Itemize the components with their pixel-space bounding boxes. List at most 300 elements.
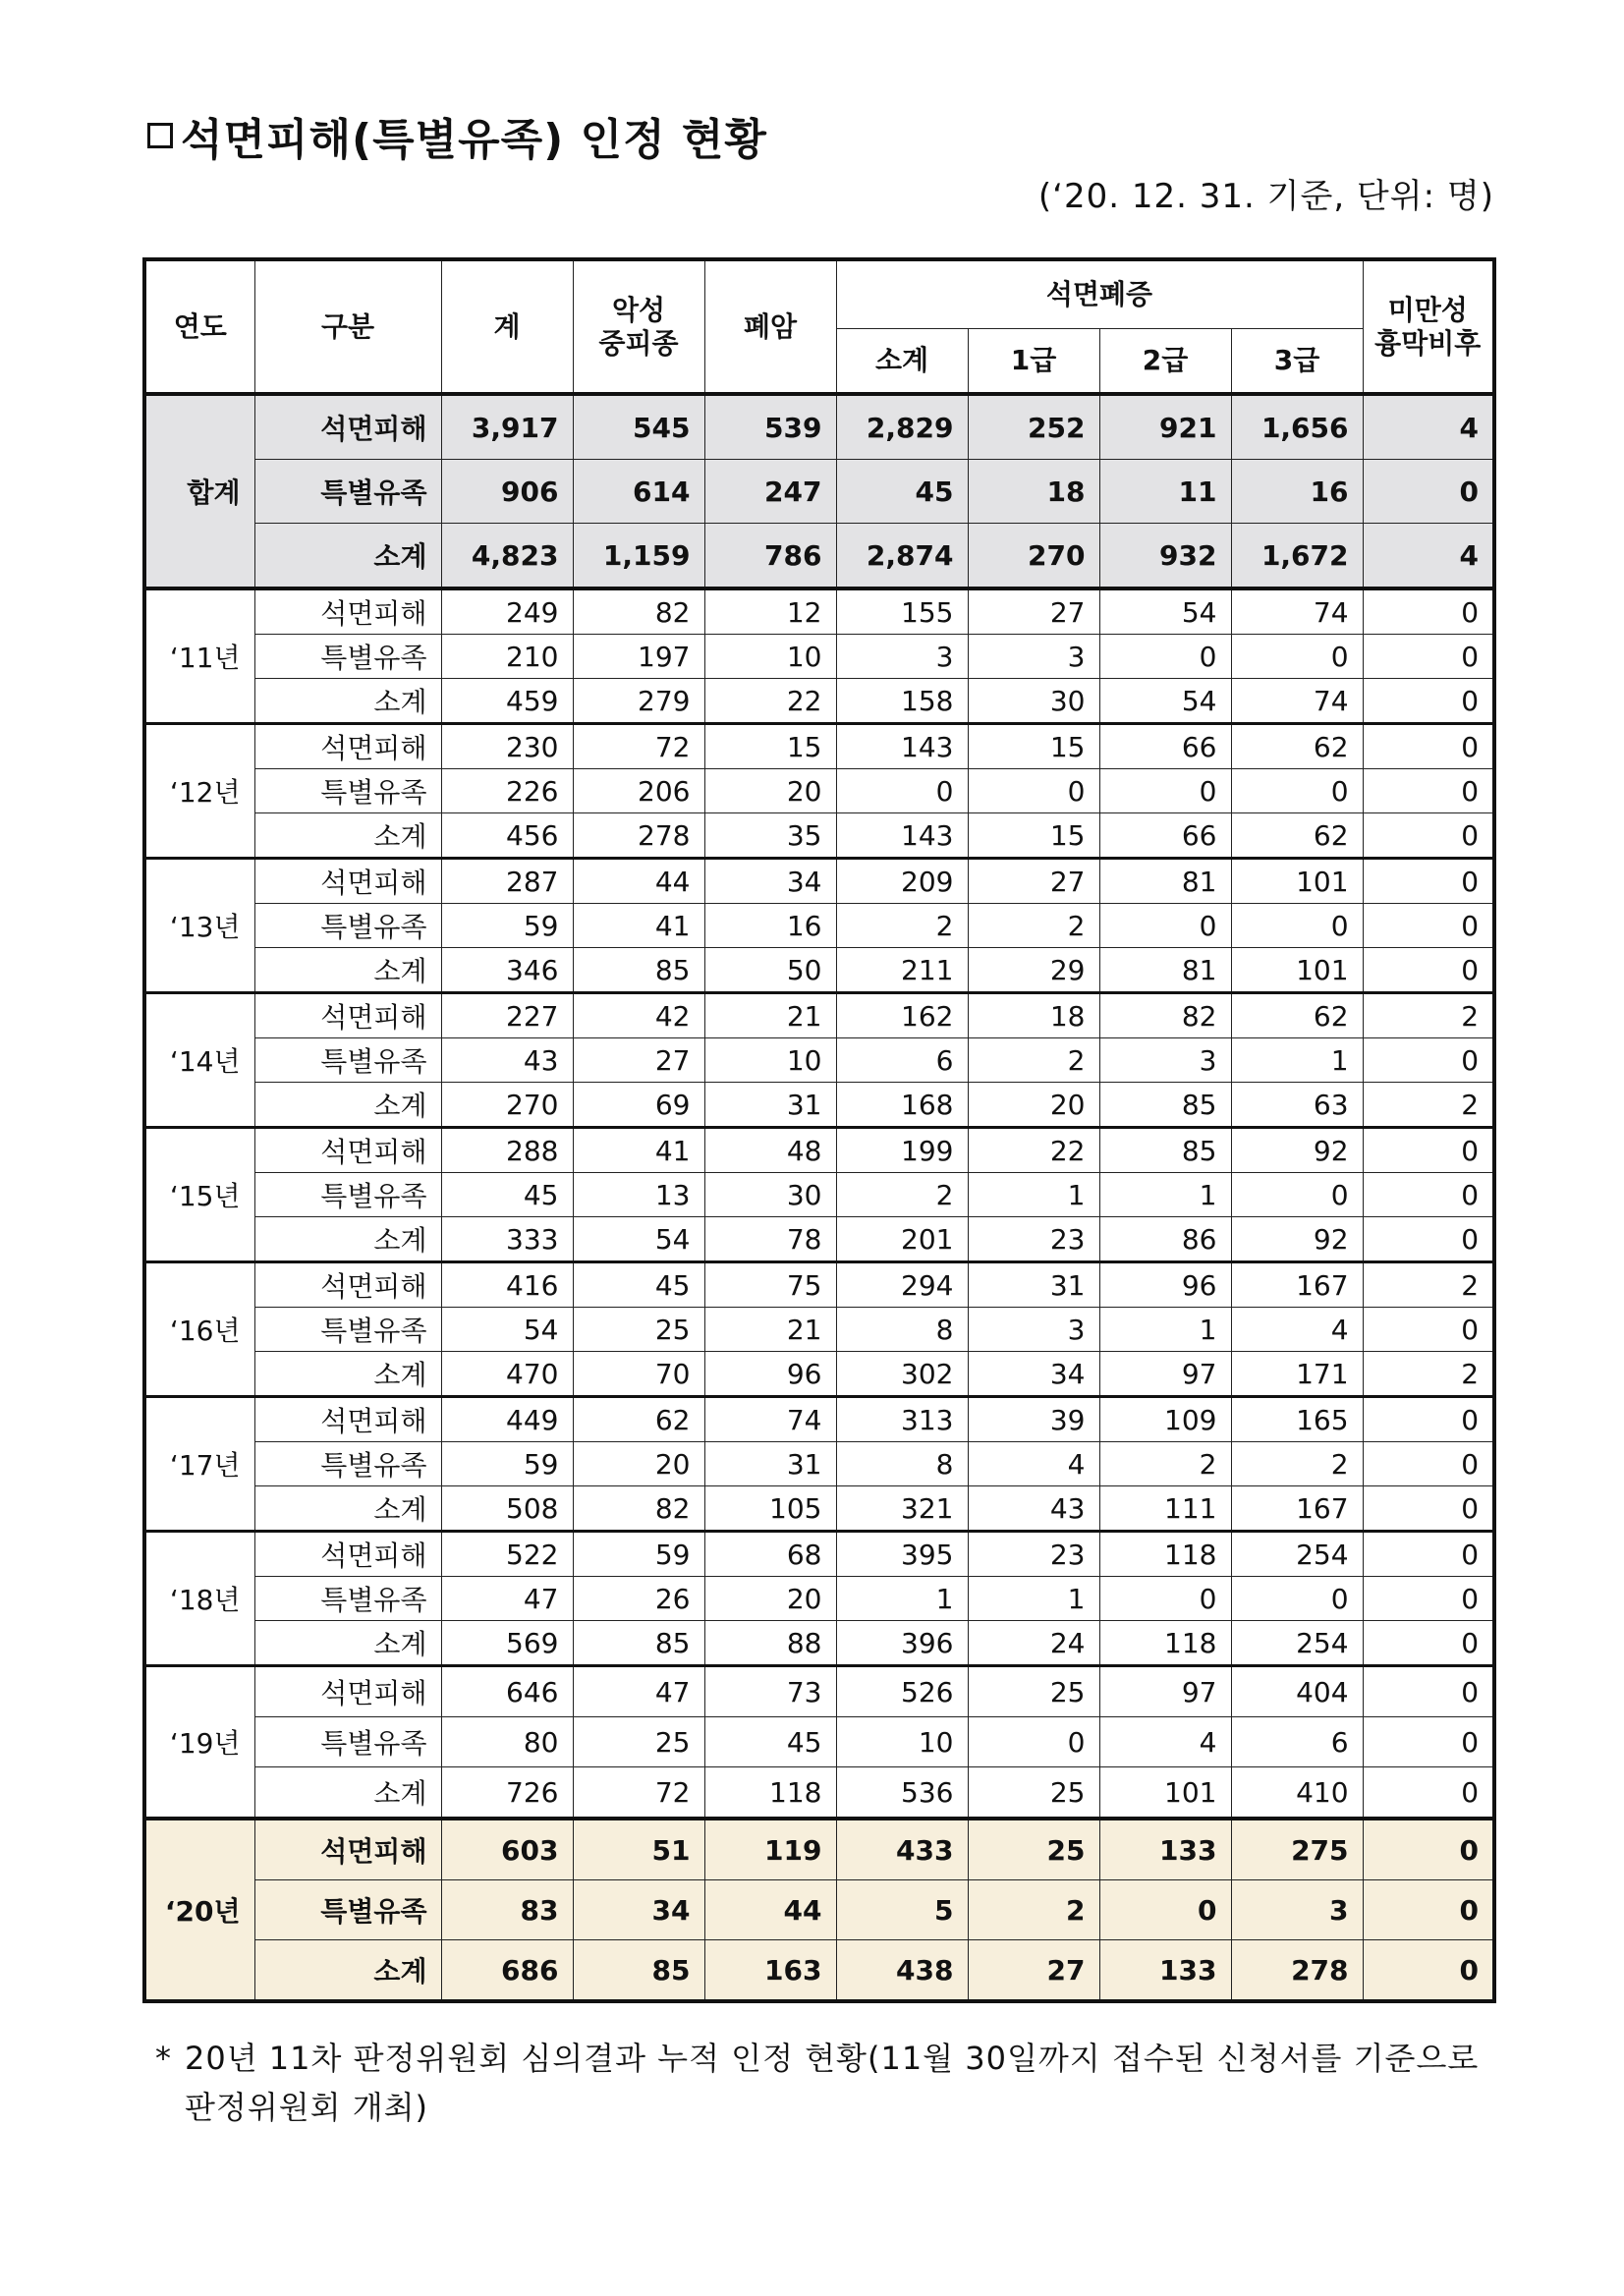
table-row <box>144 1352 1494 1397</box>
value-cell: 72 <box>573 1767 704 1820</box>
value-cell: 62 <box>1231 993 1363 1038</box>
value-cell: 569 <box>441 1621 573 1666</box>
value-cell: 0 <box>1363 1880 1494 1940</box>
header-grade3: 3급 <box>1231 329 1363 395</box>
value-cell: 346 <box>441 948 573 993</box>
category-cell: 특별유족 <box>254 904 441 948</box>
value-cell: 279 <box>573 679 704 724</box>
value-cell: 0 <box>1363 1819 1494 1880</box>
table-row <box>144 1442 1494 1486</box>
value-cell: 39 <box>968 1397 1099 1442</box>
value-cell: 86 <box>1099 1217 1231 1262</box>
value-cell: 48 <box>704 1128 836 1173</box>
value-cell: 155 <box>836 588 968 635</box>
value-cell: 31 <box>704 1083 836 1128</box>
value-cell: 27 <box>968 859 1099 904</box>
value-cell: 62 <box>1231 724 1363 769</box>
value-cell: 29 <box>968 948 1099 993</box>
value-cell: 1 <box>1231 1038 1363 1083</box>
value-cell: 2 <box>968 904 1099 948</box>
value-cell: 333 <box>441 1217 573 1262</box>
value-cell: 20 <box>573 1442 704 1486</box>
value-cell: 4 <box>1363 524 1494 589</box>
value-cell: 30 <box>968 679 1099 724</box>
value-cell: 0 <box>1363 948 1494 993</box>
value-cell: 433 <box>836 1819 968 1880</box>
value-cell: 10 <box>836 1717 968 1767</box>
value-cell: 82 <box>573 1486 704 1532</box>
value-cell: 211 <box>836 948 968 993</box>
value-cell: 0 <box>1363 1217 1494 1262</box>
value-cell: 31 <box>704 1442 836 1486</box>
value-cell: 45 <box>573 1262 704 1308</box>
value-cell: 78 <box>704 1217 836 1262</box>
header-mesothelioma: 악성 중피종 <box>573 259 704 394</box>
value-cell: 72 <box>573 724 704 769</box>
footnote <box>155 2034 1496 2132</box>
value-cell: 254 <box>1231 1532 1363 1577</box>
table-row <box>144 1621 1494 1666</box>
value-cell: 209 <box>836 859 968 904</box>
value-cell: 171 <box>1231 1352 1363 1397</box>
value-cell: 25 <box>573 1717 704 1767</box>
value-cell: 25 <box>968 1767 1099 1820</box>
table-row <box>144 769 1494 813</box>
value-cell: 118 <box>704 1767 836 1820</box>
year-group <box>144 859 1494 993</box>
value-cell: 0 <box>1363 1532 1494 1577</box>
table-row <box>144 724 1494 769</box>
value-cell: 0 <box>1363 1397 1494 1442</box>
value-cell: 158 <box>836 679 968 724</box>
category-cell: 소계 <box>254 948 441 993</box>
value-cell: 59 <box>573 1532 704 1577</box>
value-cell: 69 <box>573 1083 704 1128</box>
value-cell: 0 <box>1231 904 1363 948</box>
table-row <box>144 1819 1494 1880</box>
value-cell: 74 <box>1231 588 1363 635</box>
value-cell: 15 <box>968 813 1099 859</box>
table-row <box>144 904 1494 948</box>
table-row <box>144 1666 1494 1717</box>
value-cell: 2 <box>1363 993 1494 1038</box>
year-cell: ‘18년 <box>144 1532 254 1666</box>
value-cell: 275 <box>1231 1819 1363 1880</box>
value-cell: 2,829 <box>836 394 968 460</box>
value-cell: 0 <box>1363 1308 1494 1352</box>
header-grade2: 2급 <box>1099 329 1231 395</box>
table-row <box>144 1532 1494 1577</box>
value-cell: 270 <box>968 524 1099 589</box>
value-cell: 0 <box>1099 635 1231 679</box>
value-cell: 45 <box>836 460 968 524</box>
value-cell: 1,656 <box>1231 394 1363 460</box>
value-cell: 85 <box>573 948 704 993</box>
value-cell: 92 <box>1231 1217 1363 1262</box>
value-cell: 167 <box>1231 1262 1363 1308</box>
value-cell: 410 <box>1231 1767 1363 1820</box>
value-cell: 226 <box>441 769 573 813</box>
table-row <box>144 1767 1494 1820</box>
value-cell: 0 <box>1099 1577 1231 1621</box>
table-row <box>144 1128 1494 1173</box>
value-cell: 6 <box>1231 1717 1363 1767</box>
value-cell: 0 <box>1363 1717 1494 1767</box>
header-asbestosis-subtotal: 소계 <box>836 329 968 395</box>
value-cell: 59 <box>441 1442 573 1486</box>
category-cell: 소계 <box>254 524 441 589</box>
year-cell: ‘20년 <box>144 1819 254 2001</box>
value-cell: 0 <box>1231 635 1363 679</box>
value-cell: 686 <box>441 1940 573 2002</box>
value-cell: 0 <box>1363 1038 1494 1083</box>
value-cell: 44 <box>704 1880 836 1940</box>
value-cell: 27 <box>968 588 1099 635</box>
value-cell: 85 <box>573 1621 704 1666</box>
value-cell: 66 <box>1099 813 1231 859</box>
value-cell: 459 <box>441 679 573 724</box>
value-cell: 15 <box>968 724 1099 769</box>
value-cell: 34 <box>573 1880 704 1940</box>
value-cell: 278 <box>1231 1940 1363 2002</box>
year-cell: ‘11년 <box>144 588 254 724</box>
value-cell: 23 <box>968 1217 1099 1262</box>
value-cell: 133 <box>1099 1940 1231 2002</box>
value-cell: 13 <box>573 1173 704 1217</box>
table-row <box>144 859 1494 904</box>
value-cell: 321 <box>836 1486 968 1532</box>
value-cell: 0 <box>1363 859 1494 904</box>
value-cell: 75 <box>704 1262 836 1308</box>
value-cell: 92 <box>1231 1128 1363 1173</box>
value-cell: 3,917 <box>441 394 573 460</box>
year-group <box>144 1666 1494 1820</box>
year-cell: ‘15년 <box>144 1128 254 1262</box>
value-cell: 508 <box>441 1486 573 1532</box>
value-cell: 278 <box>573 813 704 859</box>
table-row <box>144 1083 1494 1128</box>
value-cell: 101 <box>1231 859 1363 904</box>
value-cell: 1 <box>1099 1308 1231 1352</box>
value-cell: 15 <box>704 724 836 769</box>
table-row <box>144 948 1494 993</box>
value-cell: 4 <box>1099 1717 1231 1767</box>
table-row <box>144 1173 1494 1217</box>
value-cell: 27 <box>573 1038 704 1083</box>
year-group <box>144 588 1494 724</box>
value-cell: 20 <box>704 1577 836 1621</box>
value-cell: 162 <box>836 993 968 1038</box>
value-cell: 2 <box>968 1038 1099 1083</box>
value-cell: 3 <box>968 635 1099 679</box>
value-cell: 302 <box>836 1352 968 1397</box>
value-cell: 4 <box>1363 394 1494 460</box>
table-row <box>144 1397 1494 1442</box>
value-cell: 395 <box>836 1532 968 1577</box>
year-cell: ‘14년 <box>144 993 254 1128</box>
value-cell: 536 <box>836 1767 968 1820</box>
value-cell: 24 <box>968 1621 1099 1666</box>
category-cell: 석면피해 <box>254 859 441 904</box>
value-cell: 438 <box>836 1940 968 2002</box>
category-cell: 석면피해 <box>254 993 441 1038</box>
value-cell: 0 <box>968 769 1099 813</box>
value-cell: 0 <box>1099 1880 1231 1940</box>
value-cell: 20 <box>968 1083 1099 1128</box>
value-cell: 0 <box>1363 1128 1494 1173</box>
category-cell: 석면피해 <box>254 1666 441 1717</box>
value-cell: 63 <box>1231 1083 1363 1128</box>
category-cell: 소계 <box>254 679 441 724</box>
value-cell: 43 <box>441 1038 573 1083</box>
value-cell: 83 <box>441 1880 573 1940</box>
value-cell: 26 <box>573 1577 704 1621</box>
value-cell: 1,672 <box>1231 524 1363 589</box>
value-cell: 41 <box>573 904 704 948</box>
category-cell: 소계 <box>254 1940 441 2002</box>
value-cell: 6 <box>836 1038 968 1083</box>
value-cell: 0 <box>1363 588 1494 635</box>
value-cell: 932 <box>1099 524 1231 589</box>
value-cell: 97 <box>1099 1352 1231 1397</box>
value-cell: 81 <box>1099 948 1231 993</box>
header-total: 계 <box>441 259 573 394</box>
table-row <box>144 460 1494 524</box>
page-title-text: 석면피해(특별유족) 인정 현황 <box>181 115 767 165</box>
header-pleural-thickening: 미만성 흉막비후 <box>1363 259 1494 394</box>
value-cell: 11 <box>1099 460 1231 524</box>
value-cell: 165 <box>1231 1397 1363 1442</box>
category-cell: 특별유족 <box>254 1442 441 1486</box>
year-cell: ‘12년 <box>144 724 254 859</box>
value-cell: 2 <box>1363 1262 1494 1308</box>
value-cell: 45 <box>441 1173 573 1217</box>
value-cell: 786 <box>704 524 836 589</box>
value-cell: 0 <box>1363 460 1494 524</box>
value-cell: 0 <box>1231 1173 1363 1217</box>
value-cell: 0 <box>1363 904 1494 948</box>
page-title <box>147 104 767 167</box>
header-category: 구분 <box>254 259 441 394</box>
category-cell: 석면피해 <box>254 588 441 635</box>
table-row <box>144 1308 1494 1352</box>
value-cell: 21 <box>704 993 836 1038</box>
value-cell: 105 <box>704 1486 836 1532</box>
value-cell: 288 <box>441 1128 573 1173</box>
value-cell: 101 <box>1231 948 1363 993</box>
value-cell: 31 <box>968 1262 1099 1308</box>
value-cell: 85 <box>1099 1128 1231 1173</box>
value-cell: 62 <box>573 1397 704 1442</box>
value-cell: 0 <box>1099 904 1231 948</box>
value-cell: 96 <box>1099 1262 1231 1308</box>
table-row <box>144 1940 1494 2002</box>
category-cell: 소계 <box>254 1486 441 1532</box>
category-cell: 소계 <box>254 1083 441 1128</box>
value-cell: 50 <box>704 948 836 993</box>
value-cell: 34 <box>968 1352 1099 1397</box>
year-group <box>144 993 1494 1128</box>
year-group <box>144 1262 1494 1397</box>
category-cell: 석면피해 <box>254 724 441 769</box>
value-cell: 0 <box>1363 1486 1494 1532</box>
value-cell: 614 <box>573 460 704 524</box>
value-cell: 27 <box>968 1940 1099 2002</box>
value-cell: 3 <box>836 635 968 679</box>
footnote-star: * <box>155 2040 172 2077</box>
value-cell: 30 <box>704 1173 836 1217</box>
value-cell: 2 <box>968 1880 1099 1940</box>
header-grade1: 1급 <box>968 329 1099 395</box>
category-cell: 특별유족 <box>254 635 441 679</box>
category-cell: 석면피해 <box>254 1128 441 1173</box>
value-cell: 396 <box>836 1621 968 1666</box>
value-cell: 287 <box>441 859 573 904</box>
year-cell: ‘17년 <box>144 1397 254 1532</box>
value-cell: 74 <box>704 1397 836 1442</box>
value-cell: 59 <box>441 904 573 948</box>
category-cell: 특별유족 <box>254 460 441 524</box>
value-cell: 16 <box>1231 460 1363 524</box>
year-group <box>144 724 1494 859</box>
year-cell: ‘19년 <box>144 1666 254 1820</box>
value-cell: 133 <box>1099 1819 1231 1880</box>
basis-note: (‘20. 12. 31. 기준, 단위: 명) <box>1037 177 1494 216</box>
table-row <box>144 679 1494 724</box>
year-cell: 합계 <box>144 394 254 588</box>
value-cell: 0 <box>968 1717 1099 1767</box>
category-cell: 특별유족 <box>254 1577 441 1621</box>
footnote-text: 20년 11차 판정위원회 심의결과 누적 인정 현황(11월 30일까지 접수된 신청서를 기준으로 판정위원회 개최) <box>185 2040 1480 2126</box>
header-lung-cancer: 폐암 <box>704 259 836 394</box>
value-cell: 3 <box>968 1308 1099 1352</box>
value-cell: 82 <box>573 588 704 635</box>
table-row <box>144 813 1494 859</box>
value-cell: 0 <box>1363 1940 1494 2002</box>
checkbox-square-icon <box>147 123 173 148</box>
value-cell: 81 <box>1099 859 1231 904</box>
value-cell: 54 <box>1099 679 1231 724</box>
table-row <box>144 1038 1494 1083</box>
table-row <box>144 588 1494 635</box>
category-cell: 석면피해 <box>254 1819 441 1880</box>
value-cell: 2,874 <box>836 524 968 589</box>
value-cell: 42 <box>573 993 704 1038</box>
header-asbestosis: 석면폐증 <box>836 259 1363 329</box>
value-cell: 252 <box>968 394 1099 460</box>
value-cell: 25 <box>968 1666 1099 1717</box>
value-cell: 2 <box>1231 1442 1363 1486</box>
value-cell: 47 <box>441 1577 573 1621</box>
value-cell: 22 <box>968 1128 1099 1173</box>
category-cell: 특별유족 <box>254 769 441 813</box>
value-cell: 0 <box>1363 1442 1494 1486</box>
value-cell: 0 <box>1363 1173 1494 1217</box>
value-cell: 4 <box>1231 1308 1363 1352</box>
value-cell: 2 <box>1363 1352 1494 1397</box>
value-cell: 68 <box>704 1532 836 1577</box>
value-cell: 230 <box>441 724 573 769</box>
value-cell: 270 <box>441 1083 573 1128</box>
category-cell: 석면피해 <box>254 1397 441 1442</box>
value-cell: 8 <box>836 1442 968 1486</box>
value-cell: 545 <box>573 394 704 460</box>
value-cell: 118 <box>1099 1621 1231 1666</box>
table-row <box>144 1486 1494 1532</box>
value-cell: 35 <box>704 813 836 859</box>
year-group <box>144 1532 1494 1666</box>
year-group <box>144 1397 1494 1532</box>
value-cell: 70 <box>573 1352 704 1397</box>
category-cell: 소계 <box>254 1352 441 1397</box>
value-cell: 416 <box>441 1262 573 1308</box>
value-cell: 449 <box>441 1397 573 1442</box>
value-cell: 97 <box>1099 1666 1231 1717</box>
value-cell: 2 <box>836 904 968 948</box>
header-year: 연도 <box>144 259 254 394</box>
category-cell: 소계 <box>254 1217 441 1262</box>
value-cell: 66 <box>1099 724 1231 769</box>
category-cell: 석면피해 <box>254 1532 441 1577</box>
value-cell: 4 <box>968 1442 1099 1486</box>
value-cell: 227 <box>441 993 573 1038</box>
value-cell: 603 <box>441 1819 573 1880</box>
value-cell: 74 <box>1231 679 1363 724</box>
category-cell: 특별유족 <box>254 1717 441 1767</box>
value-cell: 254 <box>1231 1621 1363 1666</box>
value-cell: 34 <box>704 859 836 904</box>
value-cell: 4,823 <box>441 524 573 589</box>
value-cell: 45 <box>704 1717 836 1767</box>
value-cell: 404 <box>1231 1666 1363 1717</box>
value-cell: 906 <box>441 460 573 524</box>
category-cell: 석면피해 <box>254 1262 441 1308</box>
table-row <box>144 1880 1494 1940</box>
value-cell: 0 <box>1099 769 1231 813</box>
value-cell: 0 <box>1231 1577 1363 1621</box>
table-row <box>144 524 1494 589</box>
value-cell: 726 <box>441 1767 573 1820</box>
value-cell: 197 <box>573 635 704 679</box>
value-cell: 0 <box>1363 1767 1494 1820</box>
value-cell: 3 <box>1099 1038 1231 1083</box>
value-cell: 18 <box>968 993 1099 1038</box>
value-cell: 2 <box>1363 1083 1494 1128</box>
value-cell: 168 <box>836 1083 968 1128</box>
value-cell: 2 <box>836 1173 968 1217</box>
category-cell: 소계 <box>254 813 441 859</box>
value-cell: 101 <box>1099 1767 1231 1820</box>
value-cell: 51 <box>573 1819 704 1880</box>
value-cell: 85 <box>573 1940 704 2002</box>
value-cell: 0 <box>836 769 968 813</box>
value-cell: 111 <box>1099 1486 1231 1532</box>
value-cell: 8 <box>836 1308 968 1352</box>
value-cell: 0 <box>1363 724 1494 769</box>
value-cell: 119 <box>704 1819 836 1880</box>
category-cell: 특별유족 <box>254 1173 441 1217</box>
value-cell: 522 <box>441 1532 573 1577</box>
value-cell: 206 <box>573 769 704 813</box>
value-cell: 0 <box>1363 1621 1494 1666</box>
value-cell: 96 <box>704 1352 836 1397</box>
category-cell: 소계 <box>254 1767 441 1820</box>
value-cell: 82 <box>1099 993 1231 1038</box>
value-cell: 62 <box>1231 813 1363 859</box>
value-cell: 0 <box>1363 813 1494 859</box>
table-row <box>144 1217 1494 1262</box>
table-row <box>144 1717 1494 1767</box>
